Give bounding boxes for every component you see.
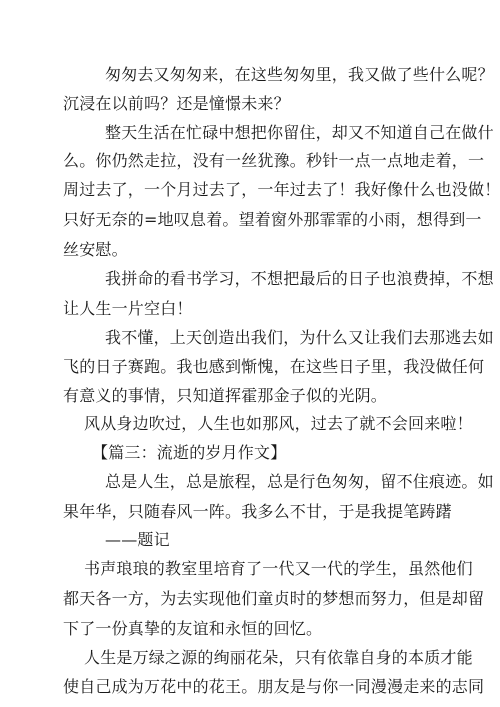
text-line: 都天各一方，为去实现他们童贞时的梦想而努力，但是却留 — [63, 589, 485, 608]
text-line: 下了一份真挚的友谊和永恒的回忆。 — [63, 619, 323, 638]
section-heading: 【篇三：流逝的岁月作文】 — [92, 443, 287, 462]
text-line: 整天生活在忙碌中想把你留住，却又不知道自己在做什 — [105, 123, 494, 142]
text-line: 只好无奈的=地叹息着。望着窗外那霏霏的小雨，想得到一 — [63, 210, 482, 229]
text-line: 丝安慰。 — [63, 240, 128, 259]
epigraph-attribution: ——题记 — [105, 530, 170, 549]
text-line: 匆匆去又匆匆来，在这些匆匆里，我又做了些什么呢？ — [105, 65, 494, 84]
text-line: 飞的日子赛跑。我也感到惭愧，在这些日子里，我没做任何 — [63, 357, 485, 376]
text-line: 风从身边吹过，人生也如那风，过去了就不会回来啦！ — [84, 414, 473, 433]
text-line: 周过去了，一个月过去了，一年过去了！我好像什么也没做！ — [63, 180, 500, 199]
text-line: 沉浸在以前吗？还是憧憬未来？ — [63, 94, 290, 113]
text-line: 我不懂，上天创造出我们，为什么又让我们去那逃去如 — [105, 328, 494, 347]
text-line: 么。你仍然走拉，没有一丝犹豫。秒针一点一点地走着，一 — [63, 151, 485, 170]
text-line: 果年华，只随春风一阵。我多么不甘，于是我提笔踌躇 — [63, 502, 452, 521]
text-line: 有意义的事情，只知道挥霍那金子似的光阴。 — [63, 386, 388, 405]
text-line: 书声琅琅的教室里培育了一代又一代的学生，虽然他们 — [84, 559, 473, 578]
text-line: 总是人生，总是旅程，总是行色匆匆，留不住痕迹。如 — [105, 472, 494, 491]
text-line: 我拼命的看书学习，不想把最后的日子也浪费掉，不想 — [105, 269, 494, 288]
text-line: 人生是万绿之源的绚丽花朵，只有依靠自身的本质才能 — [84, 648, 473, 667]
text-line: 使自己成为万花中的花王。朋友是与你一同漫漫走来的志同 — [63, 677, 485, 696]
text-line: 让人生一片空白！ — [63, 299, 193, 318]
